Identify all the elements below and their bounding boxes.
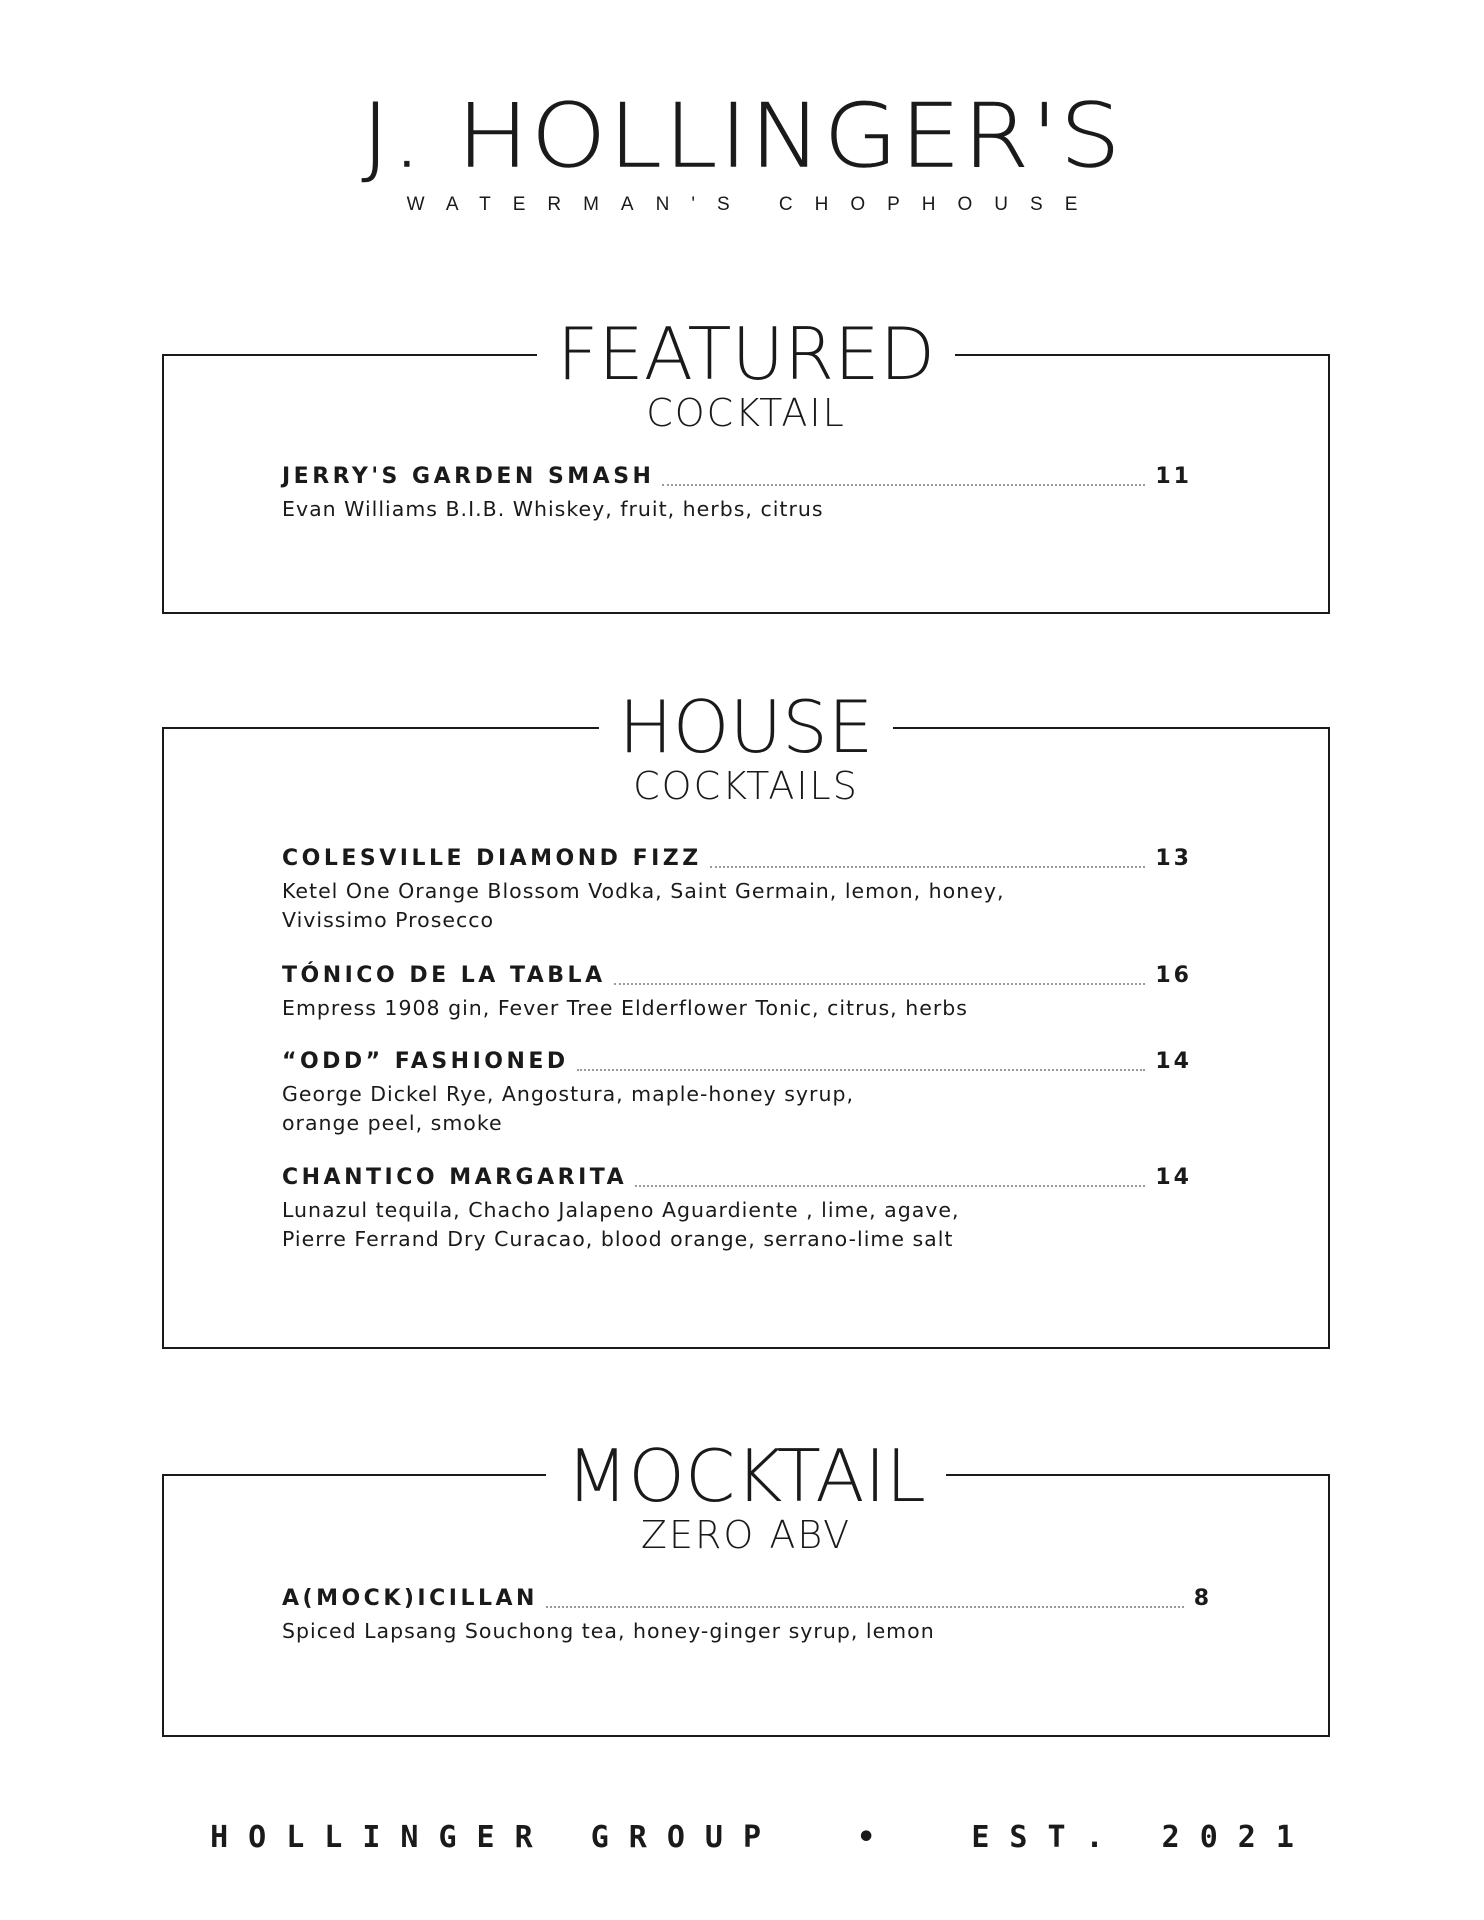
- house-heading: [164, 685, 1328, 808]
- item-description: [282, 495, 1192, 524]
- brand-header: [0, 84, 1484, 216]
- item-price: 8: [1193, 1586, 1212, 1611]
- item-name: A(MOCK)ICILLAN: [282, 1586, 538, 1611]
- menu-item: [282, 1165, 1192, 1254]
- dot-leader: [635, 1183, 1145, 1187]
- mocktail-section: [162, 1434, 1330, 1737]
- footer-separator: •: [857, 1820, 896, 1855]
- item-price: 14: [1155, 1165, 1192, 1190]
- item-description-line: Lunazul tequila, Chacho Jalapeno Aguardiente , lime, agave,: [282, 1198, 960, 1222]
- house-subtitle: COCKTAILS: [633, 764, 859, 808]
- featured-subtitle: COCKTAIL: [646, 391, 846, 435]
- item-description-line: Ketel One Orange Blossom Vodka, Saint Germain, lemon, honey,: [282, 879, 1005, 903]
- footer-group-name: HOLLINGER GROUP: [210, 1820, 782, 1855]
- item-description: [282, 877, 1192, 935]
- house-title: HOUSE: [618, 685, 874, 769]
- dot-leader: [614, 981, 1146, 985]
- item-name: JERRY'S GARDEN SMASH: [282, 464, 655, 489]
- item-description-line: Spiced Lapsang Souchong tea, honey-ginger syrup, lemon: [282, 1619, 935, 1643]
- item-description-line: Evan Williams B.I.B. Whiskey, fruit, herbs, citrus: [282, 497, 824, 521]
- featured-heading: [164, 312, 1328, 435]
- brand-subtitle: WATERMAN'S CHOPHOUSE: [406, 194, 1100, 215]
- item-description-line: George Dickel Rye, Angostura, maple-honey syrup,: [282, 1082, 854, 1106]
- footer-established: EST. 2021: [971, 1820, 1314, 1855]
- item-name: COLESVILLE DIAMOND FIZZ: [282, 846, 702, 871]
- menu-item: [282, 1049, 1192, 1138]
- mocktail-title: MOCKTAIL: [566, 1434, 926, 1518]
- item-price: 13: [1155, 846, 1192, 871]
- footer: [0, 1820, 1484, 1855]
- item-description-line: Pierre Ferrand Dry Curacao, blood orange, serrano-lime salt: [282, 1227, 954, 1251]
- dot-leader: [577, 1067, 1146, 1071]
- item-name: TÓNICO DE LA TABLA: [282, 963, 606, 988]
- mocktail-heading: [164, 1434, 1328, 1557]
- item-name: “ODD” FASHIONED: [282, 1049, 569, 1074]
- menu-item: [282, 846, 1192, 935]
- house-section: [162, 685, 1330, 1349]
- item-name: CHANTICO MARGARITA: [282, 1165, 628, 1190]
- brand-logo: J. HOLLINGER'S: [361, 84, 1123, 188]
- item-description: [282, 1617, 1212, 1646]
- item-description: [282, 1080, 1192, 1138]
- item-price: 11: [1155, 464, 1192, 489]
- menu-item: [282, 963, 1192, 1023]
- item-description: [282, 1196, 1192, 1254]
- featured-title: FEATURED: [556, 312, 936, 396]
- dot-leader: [710, 864, 1146, 868]
- dot-leader: [662, 482, 1145, 486]
- dot-leader: [546, 1604, 1184, 1608]
- item-description: [282, 994, 1192, 1023]
- featured-section: [162, 312, 1330, 614]
- menu-item: [282, 464, 1192, 524]
- item-description-line: orange peel, smoke: [282, 1111, 503, 1135]
- item-price: 14: [1155, 1049, 1192, 1074]
- menu-item: [282, 1586, 1212, 1646]
- item-price: 16: [1155, 963, 1192, 988]
- item-description-line: Vivissimo Prosecco: [282, 908, 495, 932]
- mocktail-subtitle: ZERO ABV: [640, 1513, 852, 1557]
- item-description-line: Empress 1908 gin, Fever Tree Elderflower Tonic, citrus, herbs: [282, 996, 968, 1020]
